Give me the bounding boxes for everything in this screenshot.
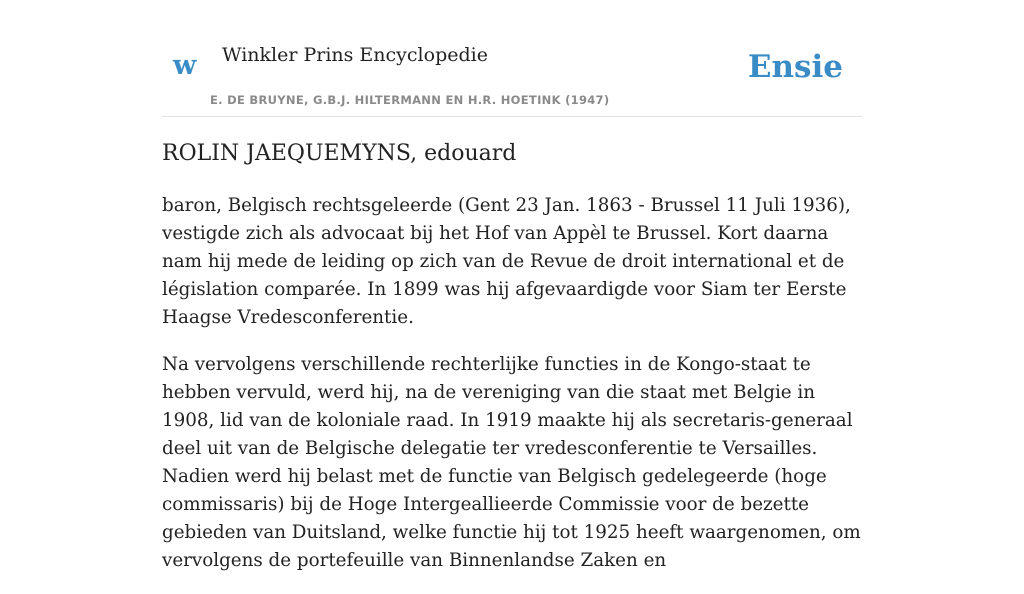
book-authors: E. DE BRUYNE, G.B.J. HILTERMANN EN H.R. HOETINK (1947) (210, 93, 610, 107)
ensie-logo[interactable]: Ensie (747, 49, 843, 85)
entry-body (162, 192, 867, 594)
winkler-prins-logo[interactable]: w (173, 50, 197, 81)
entry-title: ROLIN JAEQUEMYNS, edouard (162, 141, 517, 166)
site-header (162, 0, 862, 117)
book-title-link[interactable]: Winkler Prins Encyclopedie (222, 44, 488, 66)
entry-paragraph: Na vervolgens verschillende rechterlijke functies in de Kongo-staat te hebben vervuld, werd hij, na de vereniging van die staat met Belgie in 1908, lid van de koloniale raad. In 1919 maakte hij als secretaris-generaal deel uit van de Belgische delegatie ter vredesconferentie te Versailles. Nadien werd hij belast met de functie van Belgisch gedelegeerde (hoge commissaris) bij de Hoge Intergeallieerde Commissie voor de bezette gebieden van Duitsland, welke functie hij tot 1925 heeft waargenomen, om vervolgens de portefeuille van Binnenlandse Zaken en (162, 354, 861, 571)
entry-paragraph: baron, Belgisch rechtsgeleerde (Gent 23 Jan. 1863 - Brussel 11 Juli 1936), vestigde zich als advocaat bij het Hof van Appèl te Brussel. Kort daarna nam hij mede de leiding op zich van de Revue de droit international et de législation comparée. In 1899 was hij afgevaardigde voor Siam ter Eerste Haagse Vredesconferentie. (162, 195, 851, 328)
